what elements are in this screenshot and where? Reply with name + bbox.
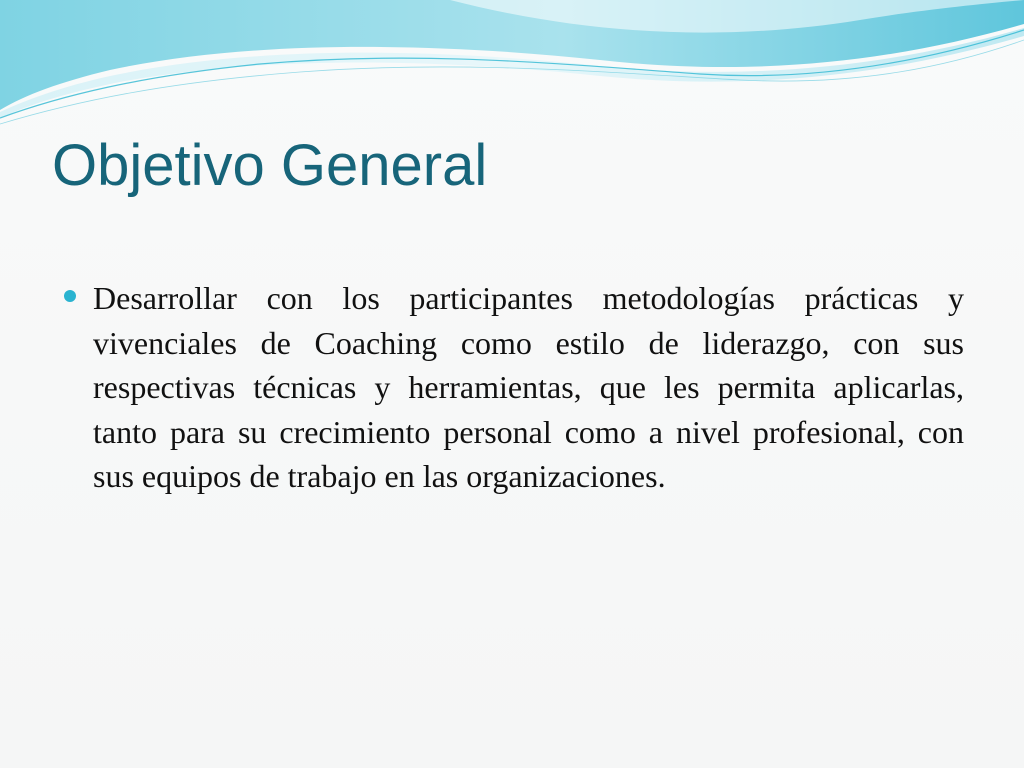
bullet-item [62,276,964,499]
bullet-text: Desarrollar con los participantes metodologías prácticas y vivenciales de Coaching como estilo de liderazgo, con sus respectivas técnicas y herramientas, que les permita aplicarlas, tanto para su crecimiento personal como a nivel profesional, con sus equipos de trabajo en las organizaciones. [93,280,964,494]
wave-decoration [0,0,1024,130]
bullet-list [62,276,964,499]
slide-title: Objetivo General [52,133,488,198]
bullet-dot-icon [64,290,76,302]
